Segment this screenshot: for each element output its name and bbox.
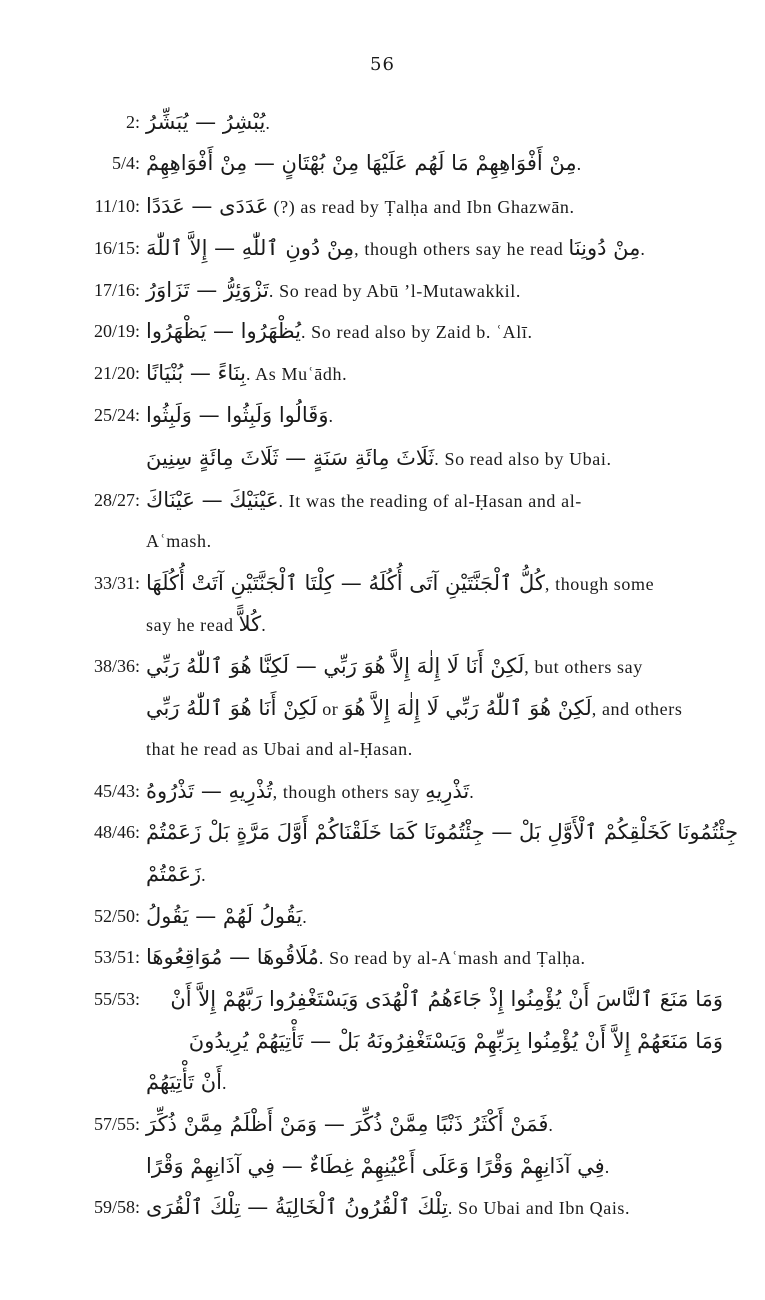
note-text: . bbox=[265, 113, 271, 133]
verse-ref: 17/16: bbox=[93, 280, 140, 300]
note-text: . bbox=[469, 782, 475, 802]
verse-ref: 20/19: bbox=[93, 321, 140, 341]
note-text: , and others bbox=[591, 699, 683, 719]
arabic-variant: مِنْ دُونِ ٱللّٰهِ — إِلاَّ ٱللّٰهَ bbox=[146, 236, 355, 260]
arabic-variant-alt: مِنْ دُونِنَا bbox=[568, 236, 641, 260]
note-text: . bbox=[302, 907, 308, 927]
note-text: . bbox=[548, 1115, 554, 1135]
verse-ref: 21/20: bbox=[93, 363, 140, 383]
verse-ref: 52/50: bbox=[93, 906, 140, 926]
note-text: . bbox=[640, 239, 646, 259]
verse-ref: 57/55: bbox=[93, 1114, 140, 1134]
verse-ref: 59/58: bbox=[93, 1197, 140, 1217]
note-text: . bbox=[222, 1073, 228, 1093]
note-text: . It was the reading of al-Ḥasan and al- bbox=[278, 491, 582, 511]
note-text: . As Muʿādh. bbox=[245, 364, 348, 384]
arabic-variant: وَمَا مَنَعَ ٱلنَّاسَ أَنْ يُؤْمِنُوا إِذْ جَاءَهُمُ ٱلْهُدَى وَيَسْتَغْفِرُوا رَبَّهُمْ إِلاَّ أَنْ bbox=[170, 987, 723, 1011]
arabic-variant: تُذْرِيهِ — تَذْرُوهُ bbox=[146, 779, 273, 803]
arabic-variant: عَدَدَى — عَدَدًا bbox=[146, 194, 269, 218]
arabic-variant-alt: وَمَا مَنَعَهُمْ إِلاَّ أَنْ يُؤْمِنُوا بِرَبِّهِمْ وَيَسْتَغْفِرُونَهُ بَلْ — تَأْتِيَهُمْ يُرِيدُونَ bbox=[188, 1029, 723, 1053]
arabic-variant-alt: لَكِنْ هُوَ ٱللّٰهُ رَبِّي لَا إِلٰهَ إِلاَّ هُوَ bbox=[343, 696, 592, 720]
note-text: (?) as read by Ṭalḥa and Ibn Ghazwān. bbox=[268, 197, 575, 217]
verse-ref: 2: bbox=[125, 112, 140, 132]
note-text: , though others say he read bbox=[354, 239, 569, 259]
arabic-variant: عَيْنَيْكَ — عَيْنَاكَ bbox=[146, 488, 279, 512]
note-text: . bbox=[328, 406, 334, 426]
arabic-variant: بِنَاءً — بُنْيَانًا bbox=[146, 361, 246, 385]
note-text: . bbox=[261, 615, 267, 635]
note-text: or bbox=[317, 699, 344, 719]
arabic-variant-continued: أَنْ تَأْتِيَهُمْ bbox=[146, 1070, 223, 1094]
verse-ref: 11/10: bbox=[94, 196, 140, 216]
arabic-variant: تِلْكَ ٱلْقُرُونُ ٱلْخَالِيَةُ — تِلْكَ ٱلْقُرَى bbox=[146, 1195, 448, 1219]
note-text: , though some bbox=[544, 574, 655, 594]
note-text: , though others say bbox=[272, 782, 426, 802]
note-text: . So read also by Ubai. bbox=[434, 449, 612, 469]
arabic-variant: جِئْتُمُونَا كَخَلْقِكُمْ ٱلْأَوَّلِ بَلْ — جِئْتُمُونَا كَمَا خَلَقْنَاكُمْ أَوَّلَ مَرَّةٍ بَلْ زَعَمْتُمْ bbox=[146, 820, 739, 844]
note-text-continued: that he read as Ubai and al-Ḥasan. bbox=[146, 739, 413, 759]
verse-ref: 53/51: bbox=[93, 947, 140, 967]
arabic-variant-alt: فِي آذَانِهِمْ وَقْرًا وَعَلَى أَعْيُنِهِمْ غِطَاءٌ — فِي آذَانِهِمْ وَقْرًا bbox=[146, 1154, 605, 1178]
arabic-variant: يَقُولُ لَهُمْ — يَقُولُ bbox=[146, 904, 303, 928]
note-text: . So Ubai and Ibn Qais. bbox=[447, 1198, 631, 1218]
arabic-variant-alt: كُلاًّ bbox=[238, 612, 262, 636]
note-text: . So read by al-Aʿmash and Ṭalḥa. bbox=[318, 948, 586, 968]
arabic-variant: ثَلَاثَ مِائَةِ سَنَةٍ — ثَلَاثَ مِائَةٍ سِنِينَ bbox=[146, 446, 435, 470]
verse-ref: 45/43: bbox=[93, 781, 140, 801]
arabic-variant: مُلَاقُوهَا — مُوَاقِعُوهَا bbox=[146, 945, 319, 969]
note-text: , but others say bbox=[524, 657, 643, 677]
arabic-variant: يُبْشِرُ — يُبَشِّرُ bbox=[146, 110, 266, 134]
note-text-continued: Aʿmash. bbox=[146, 531, 212, 551]
verse-ref: 55/53: bbox=[93, 989, 140, 1009]
page-number: 56 bbox=[370, 54, 395, 75]
arabic-variant: مِنْ أَفْوَاهِهِمْ مَا لَهُم عَلَيْهَا مِنْ بُهْتَانٍ — مِنْ أَفْوَاهِهِمْ bbox=[146, 151, 577, 175]
verse-ref: 48/46: bbox=[93, 822, 140, 842]
arabic-variant: كُلُّ ٱلْجَنَّتَيْنِ آتَى أُكُلَهُ — كِلْتَا ٱلْجَنَّتَيْنِ آتَتْ أُكُلَهَا bbox=[146, 571, 545, 595]
arabic-variant: تَزْوَئِرُّ — تَزَاوَرُ bbox=[146, 278, 269, 302]
arabic-variant-alt: تَذْرِيهِ bbox=[425, 779, 470, 803]
verse-ref: 28/27: bbox=[93, 490, 140, 510]
arabic-variant: لَكِنْ أَنَا لَا إِلٰهَ إِلاَّ هُوَ رَبِّي — لَكِنَّا هُوَ ٱللّٰهُ رَبِّي bbox=[146, 654, 525, 678]
verse-ref: 25/24: bbox=[93, 405, 140, 425]
verse-ref: 16/15: bbox=[93, 238, 140, 258]
arabic-variant: فَمَنْ أَكْثَرُ ذَنْبًا مِمَّنْ ذُكِّرَ — وَمَنْ أَظْلَمُ مِمَّنْ ذُكِّرَ bbox=[146, 1112, 549, 1136]
note-text: . So read also by Zaid b. ʿAlī. bbox=[300, 322, 533, 342]
note-text: . bbox=[576, 154, 582, 174]
verse-ref: 33/31: bbox=[93, 573, 140, 593]
verse-ref: 5/4: bbox=[111, 153, 140, 173]
note-text-continued: say he read bbox=[146, 615, 239, 635]
arabic-variant-continued: زَعَمْتُمْ bbox=[146, 862, 202, 886]
note-text: . bbox=[201, 865, 207, 885]
note-text: . So read by Abū ’l-Mutawakkil. bbox=[268, 281, 521, 301]
arabic-variant-alt: لَكِنْ أَنَا هُوَ ٱللّٰهُ رَبِّي bbox=[146, 696, 318, 720]
verse-ref: 38/36: bbox=[93, 656, 140, 676]
arabic-variant: يُظْهَرُوا — يَظْهَرُوا bbox=[146, 319, 301, 343]
note-text: . bbox=[604, 1157, 610, 1177]
arabic-variant: وَقَالُوا وَلَبِثُوا — وَلَبِثُوا bbox=[146, 403, 329, 427]
